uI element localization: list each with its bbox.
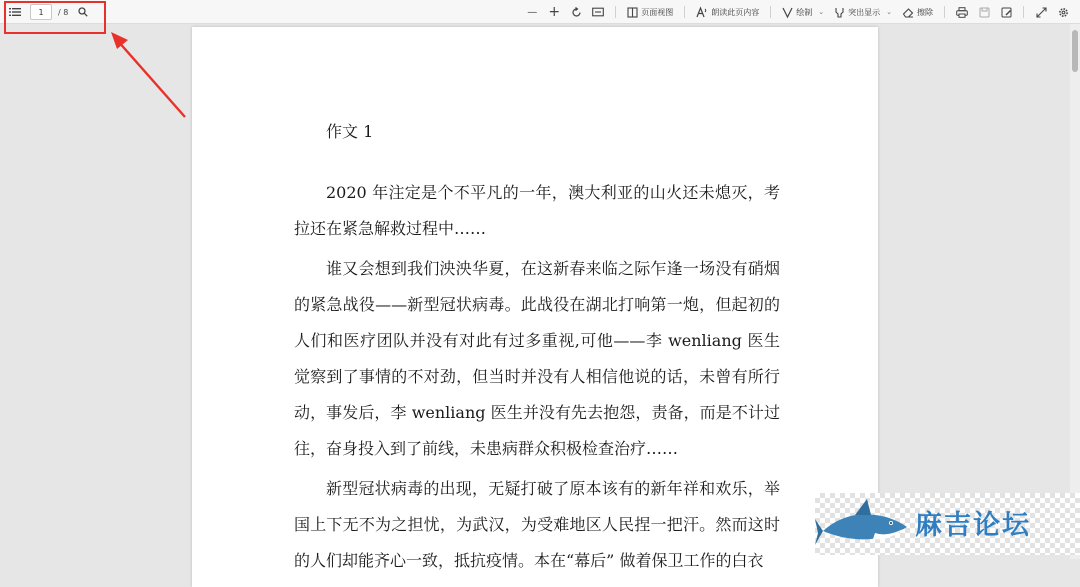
- rotate-button[interactable]: [567, 2, 585, 22]
- document-page: [192, 27, 878, 587]
- draw-icon: [782, 7, 793, 18]
- toolbar-divider: [770, 6, 771, 18]
- save-button[interactable]: [975, 2, 993, 22]
- zoom-in-button[interactable]: +: [548, 4, 561, 20]
- watermark-text: 麻吉论坛: [915, 510, 1031, 541]
- fit-width-icon: [592, 7, 604, 17]
- draw-button[interactable]: [779, 2, 827, 22]
- chevron-down-icon[interactable]: ⌄: [886, 8, 892, 16]
- page-view-button[interactable]: [624, 2, 676, 22]
- shark-logo: [815, 493, 913, 555]
- toolbar-divider: [615, 6, 616, 18]
- print-icon: [956, 7, 968, 18]
- highlight-label: 突出显示: [848, 7, 881, 17]
- highlight-button[interactable]: [831, 2, 895, 22]
- save-as-button[interactable]: [997, 2, 1015, 22]
- chevron-down-icon[interactable]: ⌄: [818, 8, 825, 16]
- annotation-arrow: [105, 30, 191, 122]
- paragraph: 2020 年注定是个不平凡的一年，澳大利亚的山火还未熄灭，考拉还在紧急解救过程中……: [294, 183, 780, 238]
- settings-button[interactable]: [1054, 2, 1072, 22]
- highlighter-icon: [834, 7, 845, 18]
- page-total-label: / 8: [58, 7, 69, 17]
- toolbar-right-group: [523, 2, 1072, 22]
- rotate-icon: [571, 7, 582, 18]
- paragraph: 谁又会想到我们泱泱华夏，在这新春来临之际乍逢一场没有硝烟的紧急战役——新型冠状病毒。此战役在湖北打响第一炮，但起初的人们和医疗团队并没有对此有过多重视,可他——李 wenliang 医生觉察到了事情的不对劲，但当时并没有人相信他说的话，未曾有所行动，事发后，李 wenliang 医生并没有先去抱怨，责备，而是不计过往，奋身投入到了前线，未患病群众积极检查治疗……: [294, 259, 780, 458]
- zoom-out-button[interactable]: —: [527, 6, 538, 18]
- save-icon: [979, 7, 990, 18]
- expand-icon: [1036, 7, 1047, 18]
- fullscreen-button[interactable]: [1032, 2, 1050, 22]
- erase-button[interactable]: [899, 2, 936, 22]
- erase-label: 擦除: [917, 7, 933, 17]
- page-view-icon: [627, 7, 638, 18]
- read-aloud-button[interactable]: [693, 2, 762, 22]
- toolbar-divider: [944, 6, 945, 18]
- gear-icon: [1058, 7, 1069, 18]
- forum-watermark: [815, 493, 1080, 555]
- fit-width-button[interactable]: [589, 2, 607, 22]
- toolbar-divider: [684, 6, 685, 18]
- save-as-icon: [1001, 7, 1012, 18]
- draw-label: 绘制: [796, 7, 813, 17]
- read-aloud-icon: [696, 7, 708, 18]
- document-body: [294, 175, 780, 579]
- read-aloud-label: 朗读此页内容: [711, 7, 760, 17]
- toolbar-divider: [1023, 6, 1024, 18]
- vertical-scrollbar[interactable]: [1070, 24, 1080, 559]
- page-heading: 作文 1: [326, 122, 374, 141]
- paragraph: 新型冠状病毒的出现，无疑打破了原本该有的新年祥和欢乐，举国上下无不为之担忧，为武汉，为受难地区人民捏一把汗。然而这时的人们却能齐心一致，抵抗疫情。本在“幕后” 做着保卫工作的白衣: [294, 479, 780, 570]
- annotation-highlight-box: [4, 1, 106, 34]
- eraser-icon: [902, 7, 914, 18]
- pdf-toolbar: [0, 0, 1080, 24]
- print-button[interactable]: [953, 2, 971, 22]
- page-view-label: 页面视图: [641, 7, 674, 17]
- scrollbar-thumb[interactable]: [1072, 30, 1078, 72]
